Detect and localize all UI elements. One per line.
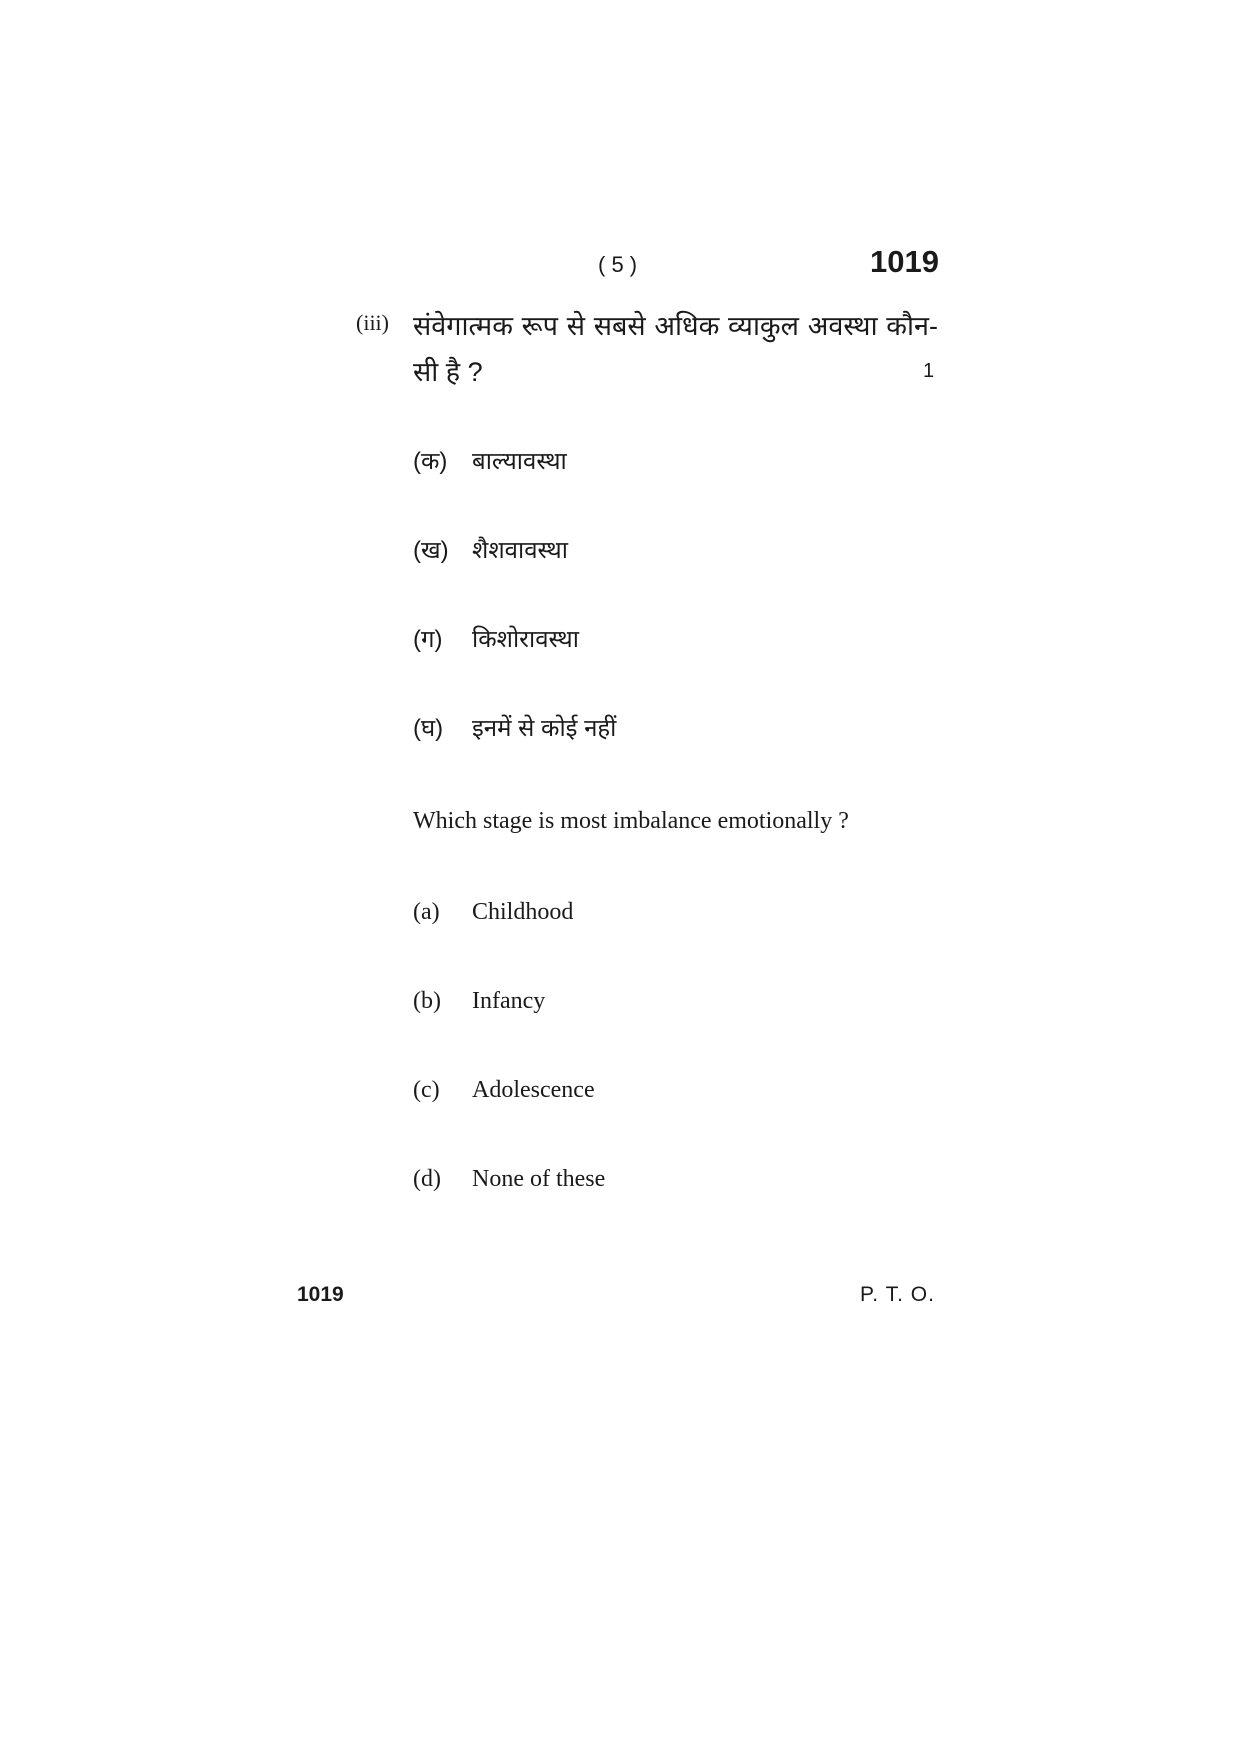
- page-number: ( 5 ): [598, 252, 638, 277]
- hindi-option-text: शैशवावस्था: [472, 537, 568, 564]
- question-text-english: Which stage is most imbalance emotionally ?: [413, 808, 849, 834]
- hindi-option-text: इनमें से कोई नहीं: [472, 715, 617, 742]
- english-option-text: Infancy: [472, 988, 546, 1014]
- hindi-option-text: किशोरावस्था: [472, 626, 579, 653]
- english-option-label: (b): [413, 988, 441, 1014]
- hindi-option-label: (ग): [413, 626, 443, 653]
- english-option-text: Childhood: [472, 899, 574, 925]
- english-option-label: (a): [413, 899, 440, 925]
- english-option-label: (d): [413, 1166, 441, 1192]
- english-option-text: None of these: [472, 1166, 606, 1192]
- english-option-label: (c): [413, 1077, 440, 1103]
- english-option-text: Adolescence: [472, 1077, 595, 1103]
- hindi-option-label: (घ): [413, 715, 444, 742]
- hindi-option-label: (क): [413, 448, 448, 475]
- doc-code-footer: 1019: [297, 1283, 344, 1306]
- question-number: (iii): [356, 310, 389, 335]
- doc-code-header: 1019: [870, 244, 939, 279]
- question-text-hindi: संवेगात्मक रूप से सबसे अधिक व्याकुल अवस्था कौन-सी है ?: [413, 311, 938, 387]
- hindi-option-label: (ख): [413, 537, 449, 564]
- hindi-option-text: बाल्यावस्था: [472, 448, 567, 475]
- pto-label: P. T. O.: [860, 1283, 935, 1306]
- question-marks: 1: [923, 360, 935, 382]
